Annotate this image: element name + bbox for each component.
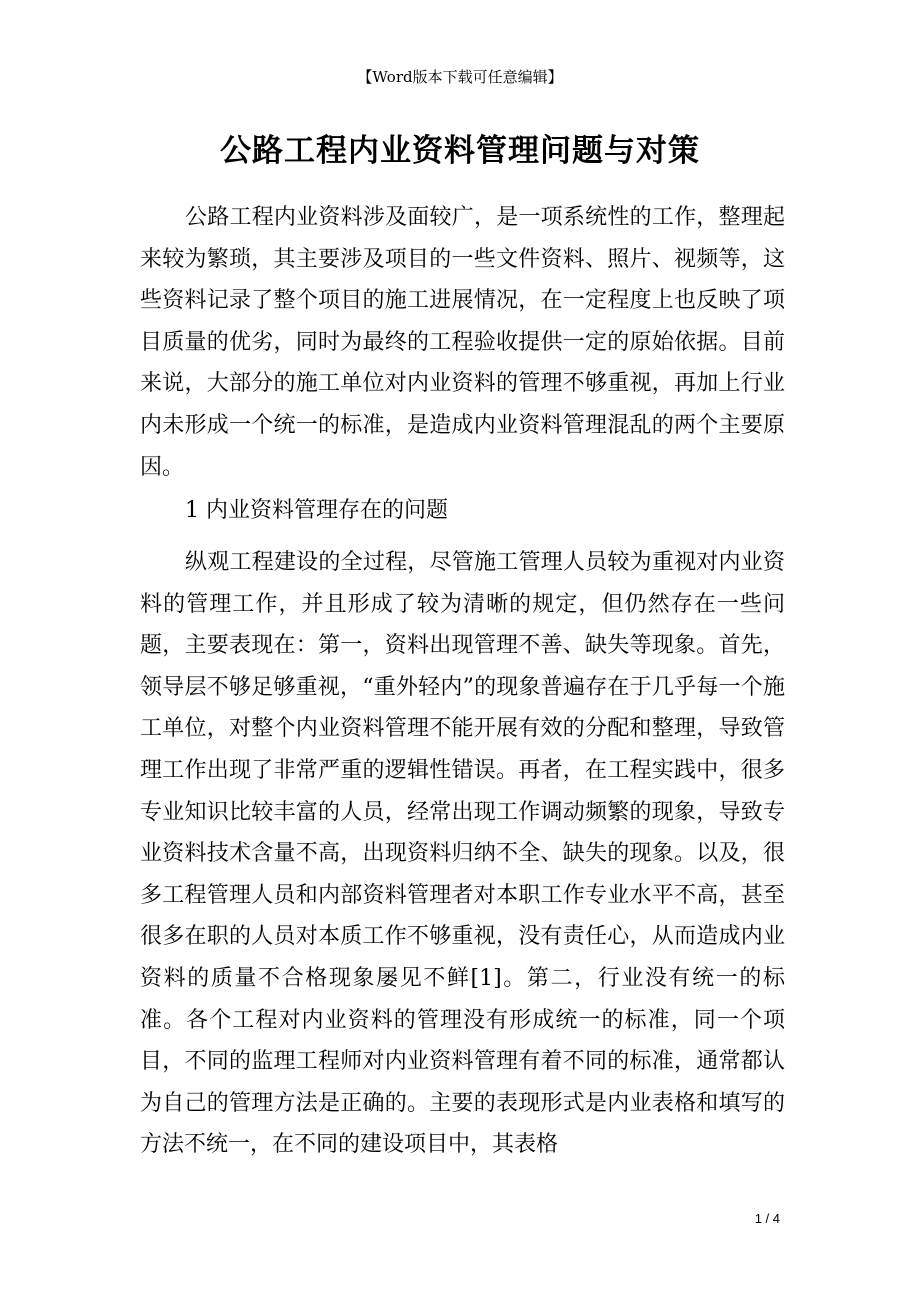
- section-heading: 1 内业资料管理存在的问题: [185, 498, 448, 523]
- page-number: 1 / 4: [754, 1211, 780, 1226]
- section-body-block: [140, 542, 785, 1166]
- intro-block: [140, 197, 785, 488]
- header-note: 【Word版本下载可任意编辑】: [357, 68, 563, 86]
- intro-paragraph: 公路工程内业资料涉及面较广，是一项系统性的工作，整理起来较为繁琐，其主要涉及项目的一些文件资料、照片、视频等，这些资料记录了整个项目的施工进展情况，在一定程度上也反映了项目质量的优劣，同时为最终的工程验收提供一定的原始依据。目前来说，大部分的施工单位对内业资料的管理不够重视，再加上行业内未形成一个统一的标准，是造成内业资料管理混乱的两个主要原因。: [140, 205, 785, 480]
- section-paragraph: 纵观工程建设的全过程，尽管施工管理人员较为重视对内业资料的管理工作，并且形成了较为清晰的规定，但仍然存在一些问题，主要表现在：第一，资料出现管理不善、缺失等现象。首先，领导层不够足够重视，“重外轻内”的现象普遍存在于几乎每一个施工单位，对整个内业资料管理不能开展有效的分配和整理，导致管理工作出现了非常严重的逻辑性错误。再者，在工程实践中，很多专业知识比较丰富的人员，经常出现工作调动频繁的现象，导致专业资料技术含量不高，出现资料归纳不全、缺失的现象。以及，很多工程管理人员和内部资料管理者对本职工作专业水平不高，甚至很多在职的人员对本质工作不够重视，没有责任心，从而造成内业资料的质量不合格现象屡见不鲜[1]。第二，行业没有统一的标准。各个工程对内业资料的管理没有形成统一的标准，同一个项目，不同的监理工程师对内业资料管理有着不同的标准，通常都认为自己的管理方法是正确的。主要的表现形式是内业表格和填写的方法不统一，在不同的建设项目中，其表格: [140, 550, 785, 1158]
- page-title: 公路工程内业资料管理问题与对策: [220, 133, 700, 169]
- section-heading-block: [140, 490, 785, 532]
